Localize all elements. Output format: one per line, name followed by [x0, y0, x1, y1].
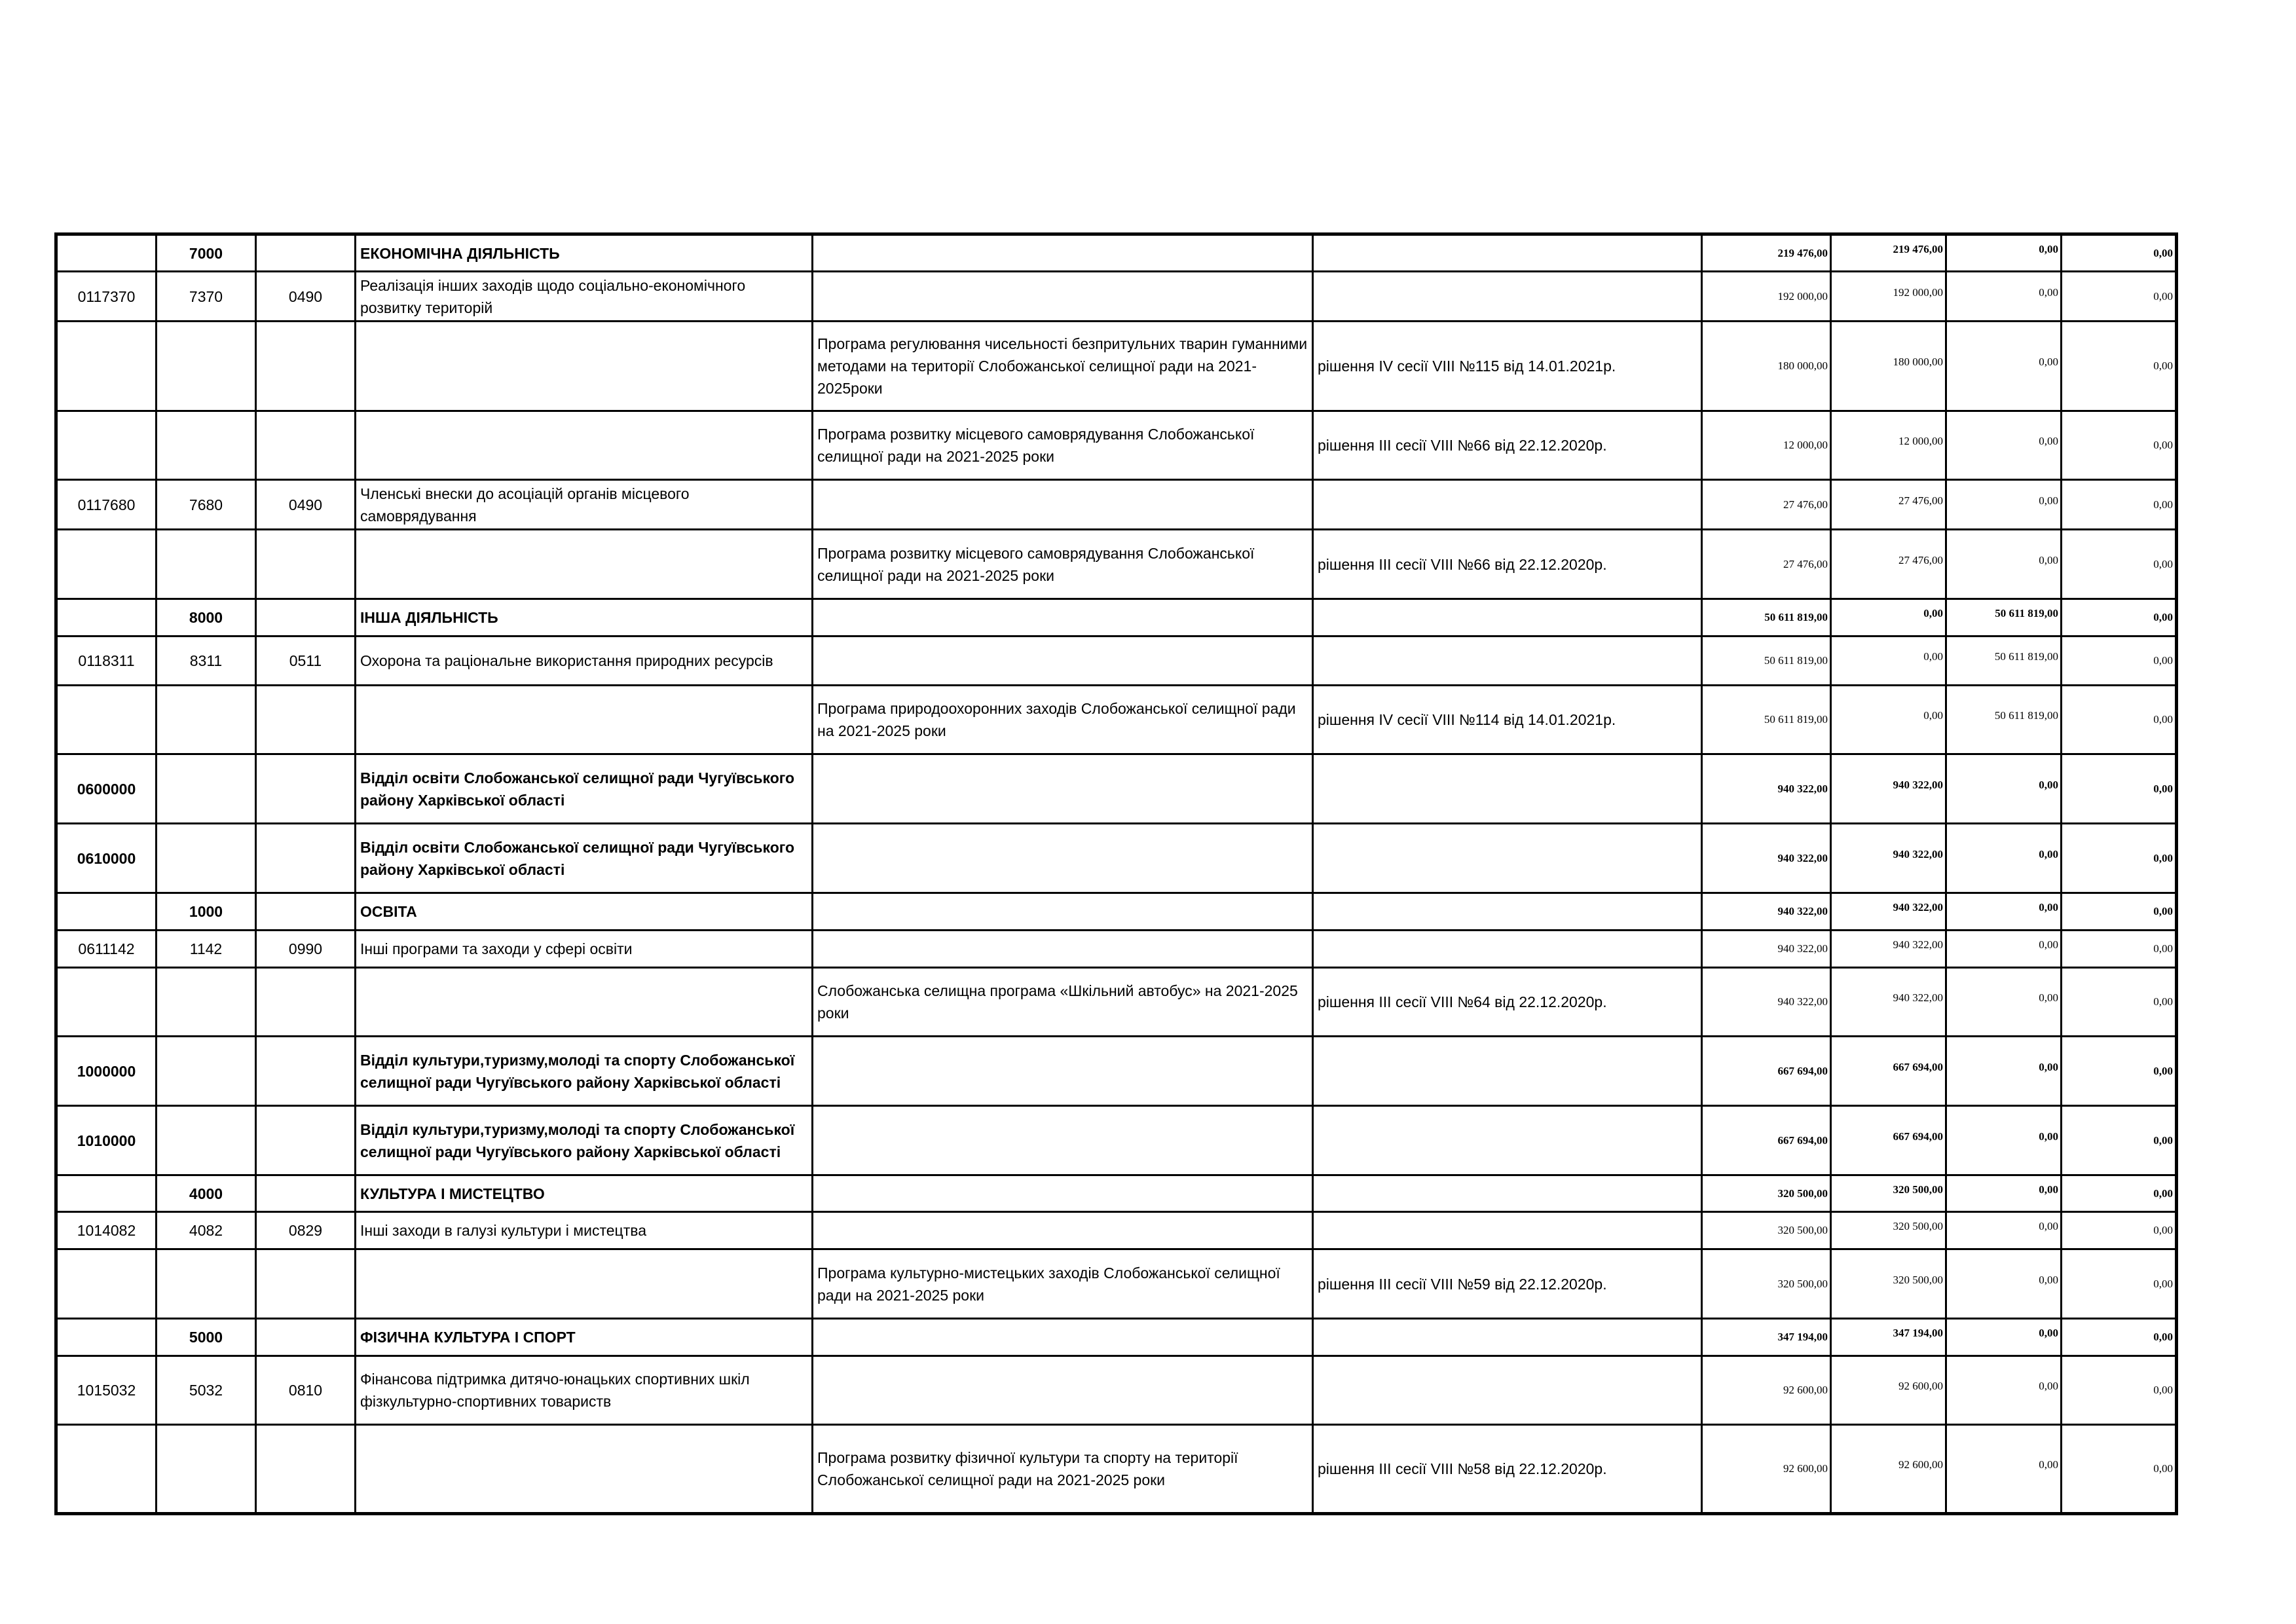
decision-cell [1313, 1356, 1702, 1425]
general-fund-cell: 940 322,00 [1831, 754, 1946, 824]
program-code-cell [56, 599, 157, 637]
kpkv-code-cell [157, 1249, 256, 1319]
special-fund-cell: 0,00 [1946, 1175, 2062, 1212]
development-budget-cell: 0,00 [2062, 272, 2177, 322]
table-row [56, 530, 2177, 599]
decision-cell [1313, 480, 1702, 530]
kpkv-code-cell [157, 322, 256, 411]
decision-cell [1313, 599, 1702, 637]
decision-cell [1313, 272, 1702, 322]
kpkv-code-cell [157, 968, 256, 1037]
total-amount-cell: 347 194,00 [1702, 1319, 1831, 1356]
special-fund-cell: 0,00 [1946, 530, 2062, 599]
item-name-cell: Інші заходи в галузі культури і мистецтва [356, 1212, 813, 1249]
general-fund-cell: 320 500,00 [1831, 1249, 1946, 1319]
total-amount-cell: 50 611 819,00 [1702, 599, 1831, 637]
kpkv-code-cell [157, 754, 256, 824]
program-code-cell: 0610000 [56, 824, 157, 893]
general-fund-cell: 219 476,00 [1831, 234, 1946, 272]
kpkv-code-cell [157, 824, 256, 893]
general-fund-cell: 667 694,00 [1831, 1106, 1946, 1175]
total-amount-cell: 180 000,00 [1702, 322, 1831, 411]
decision-cell: рішення III сесії VIII №66 від 22.12.2020р. [1313, 530, 1702, 599]
function-code-cell [256, 893, 356, 931]
function-code-cell [256, 234, 356, 272]
development-budget-cell: 0,00 [2062, 1319, 2177, 1356]
special-fund-cell: 0,00 [1946, 968, 2062, 1037]
program-name-cell [813, 893, 1313, 931]
item-name-cell: Членські внески до асоціацій органів місцевого самоврядування [356, 480, 813, 530]
total-amount-cell: 667 694,00 [1702, 1106, 1831, 1175]
total-amount-cell: 50 611 819,00 [1702, 686, 1831, 754]
function-code-cell: 0511 [256, 637, 356, 686]
development-budget-cell: 0,00 [2062, 754, 2177, 824]
special-fund-cell: 0,00 [1946, 234, 2062, 272]
decision-cell [1313, 893, 1702, 931]
development-budget-cell: 0,00 [2062, 893, 2177, 931]
table-row [56, 754, 2177, 824]
program-code-cell: 0117370 [56, 272, 157, 322]
development-budget-cell: 0,00 [2062, 931, 2177, 968]
program-name-cell [813, 754, 1313, 824]
table-row [56, 322, 2177, 411]
program-code-cell [56, 322, 157, 411]
program-name-cell: Програма регулювання чисельності безпритульних тварин гуманними методами на території Слобожанської селищної ради на 2021-2025роки [813, 322, 1313, 411]
general-fund-cell: 12 000,00 [1831, 411, 1946, 480]
general-fund-cell: 940 322,00 [1831, 824, 1946, 893]
program-name-cell [813, 234, 1313, 272]
table-row [56, 1356, 2177, 1425]
table-row [56, 1106, 2177, 1175]
item-name-cell: Реалізація інших заходів щодо соціально-економічного розвитку територій [356, 272, 813, 322]
general-fund-cell: 347 194,00 [1831, 1319, 1946, 1356]
kpkv-code-cell [157, 1106, 256, 1175]
function-code-cell: 0810 [256, 1356, 356, 1425]
kpkv-code-cell: 8000 [157, 599, 256, 637]
decision-cell [1313, 1037, 1702, 1106]
kpkv-code-cell: 4000 [157, 1175, 256, 1212]
table-row [56, 968, 2177, 1037]
special-fund-cell: 0,00 [1946, 480, 2062, 530]
general-fund-cell: 0,00 [1831, 599, 1946, 637]
decision-cell: рішення IV сесії VIII №115 від 14.01.2021р. [1313, 322, 1702, 411]
decision-cell [1313, 1175, 1702, 1212]
total-amount-cell: 320 500,00 [1702, 1249, 1831, 1319]
item-name-cell: ОСВІТА [356, 893, 813, 931]
table-row [56, 1212, 2177, 1249]
total-amount-cell: 219 476,00 [1702, 234, 1831, 272]
function-code-cell: 0490 [256, 272, 356, 322]
total-amount-cell: 940 322,00 [1702, 968, 1831, 1037]
general-fund-cell: 667 694,00 [1831, 1037, 1946, 1106]
item-name-cell [356, 1249, 813, 1319]
kpkv-code-cell: 1000 [157, 893, 256, 931]
table-row [56, 1319, 2177, 1356]
development-budget-cell: 0,00 [2062, 824, 2177, 893]
function-code-cell [256, 754, 356, 824]
function-code-cell [256, 824, 356, 893]
program-name-cell [813, 1356, 1313, 1425]
development-budget-cell: 0,00 [2062, 1425, 2177, 1514]
item-name-cell: Охорона та раціональне використання природних ресурсів [356, 637, 813, 686]
total-amount-cell: 940 322,00 [1702, 754, 1831, 824]
program-name-cell [813, 1037, 1313, 1106]
function-code-cell: 0829 [256, 1212, 356, 1249]
program-code-cell: 1010000 [56, 1106, 157, 1175]
total-amount-cell: 667 694,00 [1702, 1037, 1831, 1106]
item-name-cell [356, 411, 813, 480]
general-fund-cell: 320 500,00 [1831, 1212, 1946, 1249]
general-fund-cell: 320 500,00 [1831, 1175, 1946, 1212]
program-name-cell [813, 599, 1313, 637]
kpkv-code-cell [157, 1425, 256, 1514]
development-budget-cell: 0,00 [2062, 322, 2177, 411]
program-name-cell [813, 824, 1313, 893]
kpkv-code-cell: 5000 [157, 1319, 256, 1356]
table-row [56, 411, 2177, 480]
program-code-cell [56, 234, 157, 272]
special-fund-cell: 0,00 [1946, 1425, 2062, 1514]
program-name-cell: Програма розвитку фізичної культури та спорту на території Слобожанської селищної ради на 2021-2025 роки [813, 1425, 1313, 1514]
kpkv-code-cell: 8311 [157, 637, 256, 686]
program-name-cell [813, 1212, 1313, 1249]
program-code-cell: 1000000 [56, 1037, 157, 1106]
general-fund-cell: 940 322,00 [1831, 893, 1946, 931]
development-budget-cell: 0,00 [2062, 530, 2177, 599]
special-fund-cell: 0,00 [1946, 931, 2062, 968]
special-fund-cell: 0,00 [1946, 1106, 2062, 1175]
item-name-cell: Відділ культури,туризму,молоді та спорту Слобожанської селищної ради Чугуївського району Харківської області [356, 1106, 813, 1175]
decision-cell [1313, 1319, 1702, 1356]
program-code-cell [56, 1319, 157, 1356]
program-name-cell: Слобожанська селищна програма «Шкільний автобус» на 2021-2025 роки [813, 968, 1313, 1037]
total-amount-cell: 940 322,00 [1702, 824, 1831, 893]
table-row [56, 893, 2177, 931]
program-name-cell: Програма розвитку місцевого самоврядування Слобожанської селищної ради на 2021-2025 роки [813, 530, 1313, 599]
item-name-cell: ІНША ДІЯЛЬНІСТЬ [356, 599, 813, 637]
development-budget-cell: 0,00 [2062, 1175, 2177, 1212]
function-code-cell [256, 1425, 356, 1514]
program-code-cell [56, 968, 157, 1037]
decision-cell [1313, 234, 1702, 272]
table-row [56, 931, 2177, 968]
item-name-cell: Інші програми та заходи у сфері освіти [356, 931, 813, 968]
function-code-cell [256, 1175, 356, 1212]
program-code-cell [56, 1249, 157, 1319]
total-amount-cell: 50 611 819,00 [1702, 637, 1831, 686]
general-fund-cell: 0,00 [1831, 637, 1946, 686]
kpkv-code-cell: 7370 [157, 272, 256, 322]
program-name-cell: Програма культурно-мистецьких заходів Слобожанської селищної ради на 2021-2025 роки [813, 1249, 1313, 1319]
special-fund-cell: 0,00 [1946, 272, 2062, 322]
total-amount-cell: 27 476,00 [1702, 530, 1831, 599]
special-fund-cell: 50 611 819,00 [1946, 637, 2062, 686]
development-budget-cell: 0,00 [2062, 1356, 2177, 1425]
decision-cell: рішення III сесії VIII №58 від 22.12.2020р. [1313, 1425, 1702, 1514]
program-code-cell [56, 530, 157, 599]
table-row [56, 1249, 2177, 1319]
decision-cell: рішення IV сесії VIII №114 від 14.01.2021р. [1313, 686, 1702, 754]
function-code-cell [256, 1249, 356, 1319]
table-row [56, 480, 2177, 530]
development-budget-cell: 0,00 [2062, 599, 2177, 637]
total-amount-cell: 27 476,00 [1702, 480, 1831, 530]
special-fund-cell: 0,00 [1946, 754, 2062, 824]
function-code-cell [256, 411, 356, 480]
function-code-cell: 0490 [256, 480, 356, 530]
item-name-cell: Відділ освіти Слобожанської селищної ради Чугуївського району Харківської області [356, 824, 813, 893]
program-code-cell [56, 1425, 157, 1514]
program-code-cell: 0600000 [56, 754, 157, 824]
function-code-cell [256, 686, 356, 754]
kpkv-code-cell [157, 530, 256, 599]
function-code-cell [256, 530, 356, 599]
kpkv-code-cell: 7000 [157, 234, 256, 272]
kpkv-code-cell: 7680 [157, 480, 256, 530]
total-amount-cell: 92 600,00 [1702, 1425, 1831, 1514]
development-budget-cell: 0,00 [2062, 1037, 2177, 1106]
program-name-cell [813, 637, 1313, 686]
general-fund-cell: 27 476,00 [1831, 480, 1946, 530]
kpkv-code-cell: 4082 [157, 1212, 256, 1249]
budget-table [54, 232, 2178, 1515]
program-code-cell [56, 1175, 157, 1212]
special-fund-cell: 0,00 [1946, 1356, 2062, 1425]
development-budget-cell: 0,00 [2062, 411, 2177, 480]
program-name-cell [813, 272, 1313, 322]
table-row [56, 824, 2177, 893]
special-fund-cell: 0,00 [1946, 322, 2062, 411]
function-code-cell [256, 599, 356, 637]
kpkv-code-cell [157, 1037, 256, 1106]
kpkv-code-cell: 1142 [157, 931, 256, 968]
special-fund-cell: 0,00 [1946, 893, 2062, 931]
special-fund-cell: 0,00 [1946, 1249, 2062, 1319]
item-name-cell: ФІЗИЧНА КУЛЬТУРА І СПОРТ [356, 1319, 813, 1356]
total-amount-cell: 92 600,00 [1702, 1356, 1831, 1425]
program-code-cell [56, 411, 157, 480]
item-name-cell: КУЛЬТУРА І МИСТЕЦТВО [356, 1175, 813, 1212]
development-budget-cell: 0,00 [2062, 1106, 2177, 1175]
function-code-cell [256, 1106, 356, 1175]
decision-cell [1313, 931, 1702, 968]
program-code-cell: 0611142 [56, 931, 157, 968]
program-name-cell: Програма розвитку місцевого самоврядування Слобожанської селищної ради на 2021-2025 роки [813, 411, 1313, 480]
function-code-cell [256, 322, 356, 411]
special-fund-cell: 50 611 819,00 [1946, 599, 2062, 637]
table-row [56, 1175, 2177, 1212]
table-row [56, 234, 2177, 272]
total-amount-cell: 940 322,00 [1702, 893, 1831, 931]
general-fund-cell: 92 600,00 [1831, 1425, 1946, 1514]
item-name-cell: ЕКОНОМІЧНА ДІЯЛЬНІСТЬ [356, 234, 813, 272]
program-name-cell [813, 1319, 1313, 1356]
function-code-cell [256, 1319, 356, 1356]
item-name-cell: Фінансова підтримка дитячо-юнацьких спортивних шкіл фізкультурно-спортивних товариств [356, 1356, 813, 1425]
total-amount-cell: 320 500,00 [1702, 1175, 1831, 1212]
item-name-cell: Відділ освіти Слобожанської селищної ради Чугуївського району Харківської області [356, 754, 813, 824]
kpkv-code-cell [157, 411, 256, 480]
general-fund-cell: 27 476,00 [1831, 530, 1946, 599]
special-fund-cell: 0,00 [1946, 1319, 2062, 1356]
program-code-cell: 1014082 [56, 1212, 157, 1249]
table-row [56, 1037, 2177, 1106]
total-amount-cell: 940 322,00 [1702, 931, 1831, 968]
total-amount-cell: 12 000,00 [1702, 411, 1831, 480]
development-budget-cell: 0,00 [2062, 968, 2177, 1037]
development-budget-cell: 0,00 [2062, 234, 2177, 272]
development-budget-cell: 0,00 [2062, 686, 2177, 754]
function-code-cell [256, 968, 356, 1037]
item-name-cell [356, 686, 813, 754]
item-name-cell [356, 322, 813, 411]
development-budget-cell: 0,00 [2062, 480, 2177, 530]
program-name-cell: Програма природоохоронних заходів Слобожанської селищної ради на 2021-2025 роки [813, 686, 1313, 754]
decision-cell: рішення III сесії VIII №59 від 22.12.2020р. [1313, 1249, 1702, 1319]
general-fund-cell: 192 000,00 [1831, 272, 1946, 322]
program-code-cell: 0118311 [56, 637, 157, 686]
general-fund-cell: 940 322,00 [1831, 968, 1946, 1037]
general-fund-cell: 0,00 [1831, 686, 1946, 754]
decision-cell: рішення III сесії VIII №64 від 22.12.2020р. [1313, 968, 1702, 1037]
table-row [56, 637, 2177, 686]
item-name-cell [356, 968, 813, 1037]
function-code-cell [256, 1037, 356, 1106]
special-fund-cell: 0,00 [1946, 1037, 2062, 1106]
program-code-cell [56, 893, 157, 931]
table-row [56, 1425, 2177, 1514]
decision-cell [1313, 1106, 1702, 1175]
total-amount-cell: 320 500,00 [1702, 1212, 1831, 1249]
decision-cell: рішення III сесії VIII №66 від 22.12.2020р. [1313, 411, 1702, 480]
program-code-cell: 1015032 [56, 1356, 157, 1425]
special-fund-cell: 0,00 [1946, 824, 2062, 893]
special-fund-cell: 0,00 [1946, 1212, 2062, 1249]
decision-cell [1313, 637, 1702, 686]
program-name-cell [813, 1106, 1313, 1175]
decision-cell [1313, 754, 1702, 824]
kpkv-code-cell: 5032 [157, 1356, 256, 1425]
table-row [56, 599, 2177, 637]
general-fund-cell: 180 000,00 [1831, 322, 1946, 411]
development-budget-cell: 0,00 [2062, 1212, 2177, 1249]
program-name-cell [813, 1175, 1313, 1212]
decision-cell [1313, 1212, 1702, 1249]
item-name-cell [356, 530, 813, 599]
function-code-cell: 0990 [256, 931, 356, 968]
program-code-cell: 0117680 [56, 480, 157, 530]
program-name-cell [813, 480, 1313, 530]
program-name-cell [813, 931, 1313, 968]
decision-cell [1313, 824, 1702, 893]
special-fund-cell: 50 611 819,00 [1946, 686, 2062, 754]
special-fund-cell: 0,00 [1946, 411, 2062, 480]
general-fund-cell: 940 322,00 [1831, 931, 1946, 968]
total-amount-cell: 192 000,00 [1702, 272, 1831, 322]
item-name-cell: Відділ культури,туризму,молоді та спорту Слобожанської селищної ради Чугуївського району Харківської області [356, 1037, 813, 1106]
development-budget-cell: 0,00 [2062, 637, 2177, 686]
table-row [56, 686, 2177, 754]
general-fund-cell: 92 600,00 [1831, 1356, 1946, 1425]
item-name-cell [356, 1425, 813, 1514]
table-row [56, 272, 2177, 322]
kpkv-code-cell [157, 686, 256, 754]
program-code-cell [56, 686, 157, 754]
development-budget-cell: 0,00 [2062, 1249, 2177, 1319]
